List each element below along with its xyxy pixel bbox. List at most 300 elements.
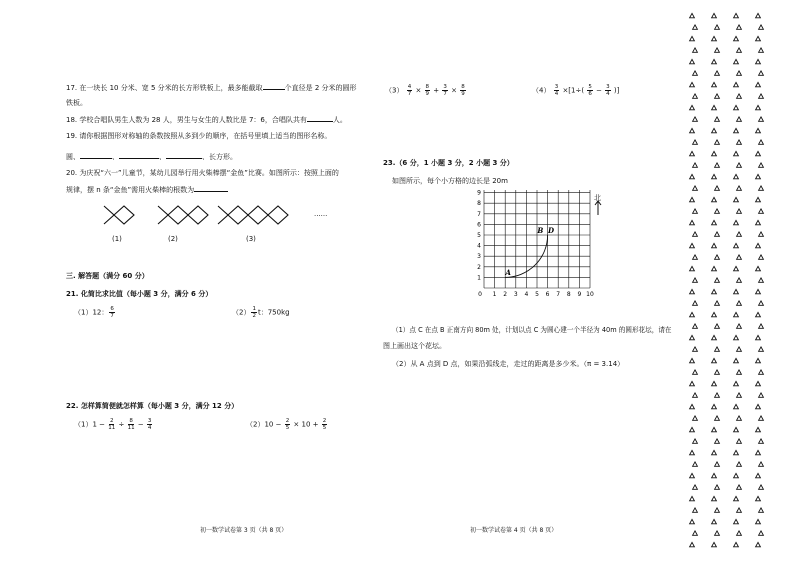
- goldfish-1: [104, 206, 134, 224]
- triangle-mark: [737, 508, 742, 512]
- goldfish-label-2: (2): [168, 235, 178, 243]
- triangle-mark: [715, 255, 720, 259]
- triangle-mark: [712, 220, 717, 224]
- r-q3: [385, 84, 467, 97]
- triangle-mark: [715, 531, 720, 535]
- q21-p1-fraction: [109, 306, 115, 319]
- triangle-mark: [693, 462, 698, 466]
- point-label-d: D: [547, 225, 555, 235]
- triangle-mark: [712, 13, 717, 17]
- triangle-mark: [712, 36, 717, 40]
- goldfish-label-3: (3): [246, 235, 256, 243]
- triangle-mark: [737, 462, 742, 466]
- triangle-mark: [690, 473, 695, 477]
- r-q3-frac-c: [442, 84, 448, 97]
- triangle-mark: [756, 289, 761, 293]
- triangle-mark: [690, 404, 695, 408]
- r-q4-a-den: 4: [554, 91, 559, 97]
- triangle-mark: [715, 25, 720, 29]
- triangle-mark: [690, 335, 695, 339]
- triangle-mark: [759, 301, 764, 305]
- triangle-mark: [759, 140, 764, 144]
- r-q4-b-num: 5: [588, 84, 592, 90]
- triangle-mark: [734, 243, 739, 247]
- q23-p2: （2）从 A 点到 D 点，如果沿弧线走，走过的距离是多少米。（π = 3.14）: [392, 360, 625, 368]
- x-tick-label: 7: [556, 291, 561, 298]
- triangle-mark: [690, 450, 695, 454]
- q22-p2-frac-b: [322, 418, 328, 431]
- triangle-mark: [737, 71, 742, 75]
- q19-blank-3[interactable]: [166, 151, 202, 159]
- q21-p1-denominator: 7: [110, 313, 114, 319]
- triangle-mark: [690, 496, 695, 500]
- triangle-mark: [759, 117, 764, 121]
- r-q3-d-den: 9: [461, 91, 465, 97]
- x-tick-label: 10: [586, 291, 594, 298]
- triangle-mark: [737, 301, 742, 305]
- q21-p2-label: （2）: [232, 308, 251, 317]
- triangle-mark: [734, 427, 739, 431]
- triangle-mark: [734, 266, 739, 270]
- triangle-mark: [712, 381, 717, 385]
- triangle-mark: [693, 232, 698, 236]
- q21-part2: [232, 306, 290, 319]
- q19-blank-1[interactable]: [80, 151, 112, 159]
- triangle-mark: [759, 278, 764, 282]
- r-q4-minus: −: [596, 86, 602, 95]
- triangle-mark: [715, 140, 720, 144]
- q17-text-before: 17. 在一块长 10 分米、宽 5 分米的长方形铁板上，最多能截取: [66, 84, 263, 92]
- triangle-mark: [734, 151, 739, 155]
- triangle-mark: [693, 393, 698, 397]
- triangle-mark: [693, 278, 698, 282]
- r-q4-a-num: 3: [554, 84, 559, 90]
- triangle-mark: [759, 508, 764, 512]
- triangle-mark: [693, 324, 698, 328]
- q21-part1: [74, 306, 116, 319]
- triangle-mark: [715, 301, 720, 305]
- triangle-mark: [756, 542, 761, 546]
- triangle-mark: [734, 335, 739, 339]
- y-tick-label: 6: [477, 221, 481, 229]
- q22-p1-div: ÷: [118, 420, 125, 429]
- triangle-mark: [693, 531, 698, 535]
- triangle-mark: [690, 128, 695, 132]
- q22-p2-a-num: 2: [285, 418, 290, 424]
- triangle-mark: [734, 542, 739, 546]
- q17-line2: 铁板。: [66, 99, 87, 107]
- triangle-mark: [737, 25, 742, 29]
- triangle-mark: [734, 36, 739, 40]
- r-q3-b-den: 9: [425, 91, 430, 97]
- triangle-mark: [756, 473, 761, 477]
- q22-p1-a-den: 11: [108, 425, 116, 431]
- q19-line1: 19. 请你根据图形对称轴的条数按照从多到少的顺序，在括号里填上适当的图形名称。: [66, 132, 332, 140]
- triangle-mark: [737, 94, 742, 98]
- triangle-mark: [734, 174, 739, 178]
- triangle-mark: [737, 186, 742, 190]
- triangle-mark: [734, 128, 739, 132]
- triangle-mark: [693, 209, 698, 213]
- triangle-mark: [712, 542, 717, 546]
- triangle-mark: [693, 163, 698, 167]
- q20-line1: 20. 为庆祝“六一”儿童节，某幼儿园举行用火柴棒摆“金鱼”比赛。如图所示：按照上面的: [66, 169, 339, 177]
- x-tick-label: 3: [513, 291, 518, 298]
- triangle-mark: [759, 324, 764, 328]
- triangle-mark: [737, 163, 742, 167]
- triangle-mark: [756, 519, 761, 523]
- r-q3-a-den: 7: [407, 91, 412, 97]
- triangle-mark: [715, 462, 720, 466]
- triangle-mark: [690, 542, 695, 546]
- triangle-mark: [759, 71, 764, 75]
- triangle-mark: [756, 243, 761, 247]
- triangle-mark: [712, 427, 717, 431]
- goldfish-2: [158, 206, 208, 224]
- triangle-mark: [715, 71, 720, 75]
- q19-shape-end: 长方形。: [209, 153, 237, 161]
- triangle-mark: [712, 105, 717, 109]
- q18-text-after: 人。: [332, 116, 347, 124]
- q17-answer-blank[interactable]: [263, 82, 285, 90]
- triangle-mark: [712, 404, 717, 408]
- r-q4-mid: ×[1÷(: [562, 86, 585, 95]
- triangle-mark: [756, 36, 761, 40]
- triangle-mark: [690, 220, 695, 224]
- q22-p2-frac-a: [285, 418, 291, 431]
- triangle-mark: [734, 13, 739, 17]
- q22-p1-c-den: 4: [147, 425, 152, 431]
- triangle-mark: [756, 220, 761, 224]
- point-label-a: A: [505, 268, 511, 278]
- x-tick-label: 8: [566, 291, 571, 298]
- triangle-mark: [715, 347, 720, 351]
- q22-p1-b-den: 11: [127, 425, 135, 431]
- triangle-mark: [715, 324, 720, 328]
- triangle-mark: [756, 105, 761, 109]
- triangle-mark: [734, 59, 739, 63]
- r-q4-close: )]: [613, 86, 620, 95]
- triangle-mark: [715, 232, 720, 236]
- triangle-mark: [759, 393, 764, 397]
- q22-part2: [246, 418, 328, 431]
- q17-text-after: 个直径是 2 分米的圆形: [284, 84, 357, 92]
- triangle-mark: [715, 163, 720, 167]
- triangle-mark: [712, 496, 717, 500]
- q22-p2-a-den: 5: [285, 425, 290, 431]
- triangle-mark: [737, 439, 742, 443]
- triangle-mark: [734, 82, 739, 86]
- triangle-mark: [737, 393, 742, 397]
- r-q3-times2: ×: [451, 86, 457, 95]
- q22-p1-frac-c: [147, 418, 153, 431]
- triangle-mark: [759, 439, 764, 443]
- q23-p1-line2: 图上画出这个花坛。: [383, 342, 446, 350]
- triangle-mark: [693, 48, 698, 52]
- r-q4-c-num: 3: [606, 84, 610, 90]
- triangle-mark: [690, 427, 695, 431]
- q20-line2: [66, 184, 228, 195]
- r-q4-frac-b: [587, 84, 593, 97]
- triangle-mark: [690, 266, 695, 270]
- triangle-mark: [734, 105, 739, 109]
- q20-line2-text: 规律，摆 n 条“金鱼”需用火柴棒的根数为: [66, 186, 195, 194]
- triangle-mark: [712, 358, 717, 362]
- triangle-mark: [690, 358, 695, 362]
- triangle-mark: [734, 358, 739, 362]
- triangle-mark: [737, 370, 742, 374]
- triangle-mark: [756, 197, 761, 201]
- q19-blank-2[interactable]: [119, 151, 159, 159]
- triangle-mark: [712, 128, 717, 132]
- triangle-mark: [712, 197, 717, 201]
- q21-p2-numerator: 1: [252, 306, 256, 312]
- triangle-mark: [712, 473, 717, 477]
- triangle-mark: [693, 416, 698, 420]
- x-tick-label: 5: [535, 291, 539, 298]
- triangle-mark: [734, 450, 739, 454]
- triangle-mark: [759, 186, 764, 190]
- triangle-mark: [690, 59, 695, 63]
- triangle-mark: [759, 416, 764, 420]
- q17-line1: [66, 82, 357, 93]
- q22-p2-b-den: 5: [322, 425, 327, 431]
- q21-p1-label: （1）12：: [74, 308, 109, 317]
- triangle-mark: [759, 347, 764, 351]
- triangle-mark: [712, 82, 717, 86]
- y-tick-label: 2: [477, 263, 481, 271]
- triangle-mark: [737, 209, 742, 213]
- r-q3-c-den: 7: [443, 91, 447, 97]
- y-tick-label: 1: [477, 274, 481, 282]
- triangle-mark: [715, 439, 720, 443]
- q22-p1-frac-b: [128, 418, 135, 431]
- q18: [66, 114, 347, 125]
- triangle-mark: [734, 312, 739, 316]
- triangle-mark: [756, 59, 761, 63]
- r-q3-frac-a: [407, 84, 413, 97]
- y-tick-label: 4: [477, 242, 481, 250]
- triangle-mark: [734, 220, 739, 224]
- triangle-mark: [693, 301, 698, 305]
- q23-p1-line1: （1）点 C 在点 B 正南方向 80m 处，计划以点 C 为圆心建一个半径为 40m 的圆形花坛，请在: [392, 326, 672, 334]
- triangle-mark: [712, 174, 717, 178]
- triangle-mark: [756, 128, 761, 132]
- triangle-mark: [715, 278, 720, 282]
- q21-p2-denominator: 2: [252, 313, 256, 319]
- y-tick-label: 7: [477, 210, 481, 218]
- q22-title: 22. 怎样算简便就怎样算（每小题 3 分，满分 12 分）: [66, 402, 239, 410]
- q21-p2-rest: t：750kg: [257, 308, 290, 317]
- triangle-mark: [715, 186, 720, 190]
- q18-answer-blank[interactable]: [307, 114, 333, 122]
- origin-label: 0: [478, 291, 482, 298]
- triangle-mark: [737, 485, 742, 489]
- q19-line2: 圆、 、 、 、长方形。: [66, 153, 237, 161]
- triangle-mark: [737, 232, 742, 236]
- triangle-mark: [737, 117, 742, 121]
- triangle-mark: [690, 82, 695, 86]
- triangle-mark: [759, 370, 764, 374]
- triangle-mark: [737, 347, 742, 351]
- triangle-mark: [756, 312, 761, 316]
- r-q4-label: （4）: [532, 86, 551, 95]
- triangle-mark: [690, 197, 695, 201]
- triangle-mark: [690, 36, 695, 40]
- triangle-mark: [734, 496, 739, 500]
- triangle-mark: [756, 496, 761, 500]
- y-tick-label: 9: [477, 190, 481, 197]
- triangle-mark: [690, 289, 695, 293]
- triangle-mark: [715, 370, 720, 374]
- triangle-mark: [715, 209, 720, 213]
- r-q4: [532, 84, 619, 97]
- x-tick-label: 4: [524, 291, 529, 298]
- triangle-mark: [737, 278, 742, 282]
- q22-p1-minus: −: [137, 420, 144, 429]
- triangle-mark: [734, 197, 739, 201]
- right-page-footer: 初一数学试卷第 4 页（共 8 页）: [470, 527, 558, 534]
- r-q3-times1: ×: [415, 86, 422, 95]
- triangle-mark: [690, 519, 695, 523]
- q21-p2-fraction: [251, 306, 257, 319]
- triangle-mark: [712, 289, 717, 293]
- left-page-footer: 初一数学试卷第 3 页（共 8 页）: [200, 527, 288, 534]
- triangle-mark: [734, 519, 739, 523]
- triangle-mark: [693, 186, 698, 190]
- triangle-mark: [756, 404, 761, 408]
- triangle-mark: [693, 347, 698, 351]
- triangle-mark: [715, 393, 720, 397]
- x-tick-label: 2: [503, 291, 508, 298]
- triangle-mark: [737, 48, 742, 52]
- r-q4-frac-c: [605, 84, 611, 97]
- q22-p2-mid: × 10 +: [293, 420, 319, 429]
- q22-part1: [74, 418, 153, 431]
- triangle-mark: [756, 82, 761, 86]
- triangle-mark: [759, 25, 764, 29]
- triangle-mark: [759, 209, 764, 213]
- triangle-mark: [734, 473, 739, 477]
- triangle-mark: [756, 13, 761, 17]
- q23-title: 23.（6 分，1 小题 3 分，2 小题 3 分）: [383, 159, 514, 167]
- r-q3-b-num: 8: [425, 84, 430, 90]
- triangle-mark: [715, 416, 720, 420]
- triangle-mark: [759, 462, 764, 466]
- triangle-mark: [759, 531, 764, 535]
- triangle-mark: [693, 117, 698, 121]
- triangle-mark: [737, 255, 742, 259]
- r-q4-c-den: 4: [606, 91, 610, 97]
- triangle-mark: [756, 266, 761, 270]
- triangle-mark: [737, 531, 742, 535]
- triangle-mark: [712, 266, 717, 270]
- triangle-mark: [693, 140, 698, 144]
- perforation-triangle-strip: [680, 10, 780, 555]
- q21-title: 21. 化简比求比值（每小题 3 分，满分 6 分）: [66, 290, 213, 298]
- q22-p1-c-num: 3: [147, 418, 152, 424]
- triangle-mark: [712, 312, 717, 316]
- section3-heading: 三. 解答题（满分 60 分）: [66, 272, 149, 280]
- triangle-mark: [690, 381, 695, 385]
- q23-intro: 如图所示，每个小方格的边长是 20m: [392, 177, 508, 185]
- r-q3-label: （3）: [385, 86, 404, 95]
- triangle-mark: [693, 71, 698, 75]
- triangle-mark: [759, 94, 764, 98]
- triangle-mark: [712, 243, 717, 247]
- r-q3-frac-b: [425, 84, 431, 97]
- q21-p1-numerator: 6: [110, 306, 114, 312]
- q20-answer-blank[interactable]: [194, 184, 228, 192]
- triangle-mark: [759, 48, 764, 52]
- goldfish-3: [218, 206, 288, 224]
- triangle-mark: [693, 508, 698, 512]
- triangle-mark: [712, 519, 717, 523]
- triangle-mark: [759, 232, 764, 236]
- triangle-mark: [734, 381, 739, 385]
- x-tick-label: 1: [492, 291, 497, 298]
- triangle-mark: [693, 255, 698, 259]
- triangle-mark: [756, 151, 761, 155]
- q18-text-before: 18. 学校合唱队男生人数为 28 人，男生与女生的人数比是 7：6，合唱队共有: [66, 116, 307, 124]
- q22-p1-a-num: 2: [109, 418, 114, 424]
- triangle-mark: [715, 117, 720, 121]
- q19-shape1: 圆: [66, 153, 73, 161]
- r-q3-d-num: 8: [461, 84, 465, 90]
- goldfish-figure: [100, 200, 340, 248]
- triangle-mark: [715, 485, 720, 489]
- triangle-mark: [734, 289, 739, 293]
- r-q3-c-num: 3: [443, 84, 447, 90]
- q22-p1-label: （1）1 −: [74, 420, 105, 429]
- point-label-b: B: [537, 225, 544, 235]
- north-text: 北: [594, 194, 601, 202]
- q22-p2-label: （2）10 −: [246, 420, 282, 429]
- triangle-mark: [690, 174, 695, 178]
- triangle-mark: [734, 404, 739, 408]
- triangle-mark: [693, 439, 698, 443]
- q22-p2-b-num: 2: [322, 418, 327, 424]
- x-tick-label: 9: [577, 291, 582, 298]
- triangle-mark: [715, 94, 720, 98]
- goldfish-label-1: (1): [112, 235, 122, 243]
- north-arrow-icon: [594, 200, 602, 216]
- y-tick-label: 5: [477, 232, 481, 239]
- triangle-mark: [712, 335, 717, 339]
- triangle-mark: [693, 94, 698, 98]
- r-q4-frac-a: [554, 84, 560, 97]
- r-q3-plus: +: [433, 86, 440, 95]
- triangle-mark: [715, 48, 720, 52]
- r-q3-frac-d: [460, 84, 466, 97]
- q22-p1-b-num: 8: [129, 418, 133, 424]
- x-tick-label: 6: [545, 291, 550, 298]
- y-tick-label: 3: [477, 253, 481, 261]
- triangle-mark: [715, 508, 720, 512]
- triangle-mark: [756, 174, 761, 178]
- r-q4-b-den: 6: [588, 91, 592, 97]
- triangle-mark: [759, 255, 764, 259]
- triangle-mark: [737, 416, 742, 420]
- triangle-mark: [712, 59, 717, 63]
- triangle-mark: [737, 140, 742, 144]
- y-tick-label: 8: [477, 200, 481, 208]
- triangle-mark: [690, 312, 695, 316]
- triangle-mark: [737, 324, 742, 328]
- triangle-mark: [756, 427, 761, 431]
- triangle-mark: [712, 151, 717, 155]
- triangle-mark: [756, 358, 761, 362]
